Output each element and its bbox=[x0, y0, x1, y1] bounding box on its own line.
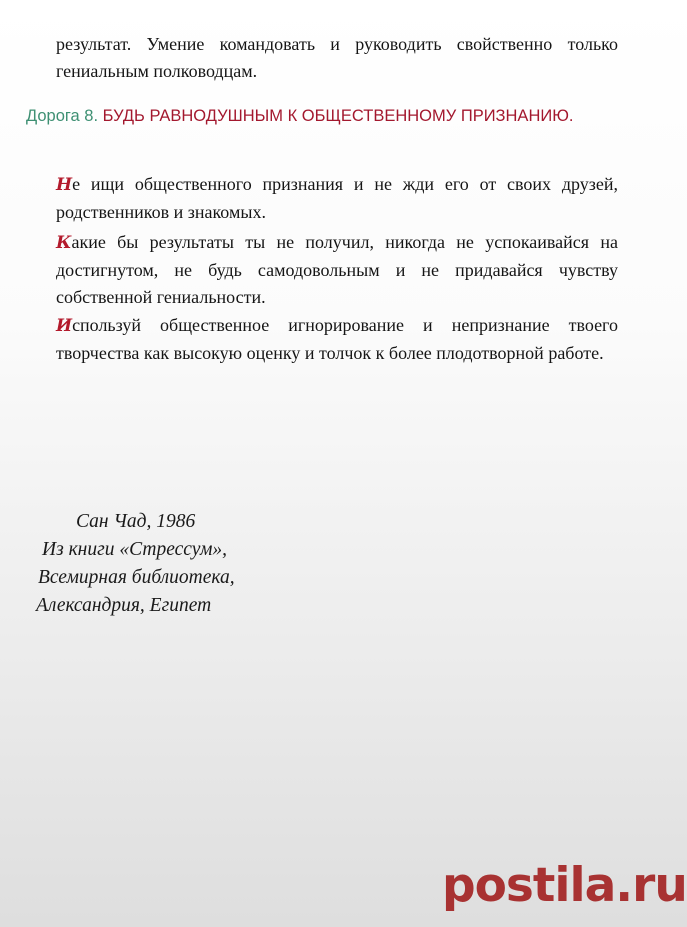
signature-block bbox=[28, 508, 288, 620]
road-heading bbox=[26, 103, 620, 129]
watermark: postila.ru bbox=[442, 858, 687, 913]
drop-initial: И bbox=[56, 316, 73, 336]
drop-initial: Н bbox=[56, 175, 73, 195]
paragraph-text: спользуй общественное игнорирование и непризнание твоего творчества как высокую оценку и толчок к более плодотворной работе. bbox=[56, 315, 618, 363]
paragraph-text: е ищи общественного признания и не жди его от своих друзей, родственников и знакомых. bbox=[56, 174, 618, 222]
advice-paragraph-2 bbox=[56, 229, 618, 311]
road-title: БУДЬ РАВНОДУШНЫМ К ОБЩЕСТВЕННОМУ ПРИЗНАНИЮ. bbox=[102, 107, 574, 125]
signature-book: Из книги «Стрессум», bbox=[42, 539, 228, 560]
road-number: Дорога 8. bbox=[26, 107, 99, 125]
signature-place: Александрия, Египет bbox=[36, 595, 212, 616]
drop-initial: К bbox=[56, 233, 72, 253]
signature-library: Всемирная библиотека, bbox=[38, 567, 235, 588]
signature-author: Сан Чад, 1986 bbox=[76, 511, 196, 532]
advice-paragraph-3 bbox=[56, 312, 618, 367]
paragraph-text: акие бы результаты ты не получил, никогда не успокаивайся на достигнутом, не будь самодовольным и не придавайся чувству собственной гениальности. bbox=[56, 232, 618, 307]
intro-paragraph: результат. Умение командовать и руководить свойственно только гениальным полководцам. bbox=[56, 34, 618, 81]
advice-paragraph-1 bbox=[56, 171, 618, 226]
